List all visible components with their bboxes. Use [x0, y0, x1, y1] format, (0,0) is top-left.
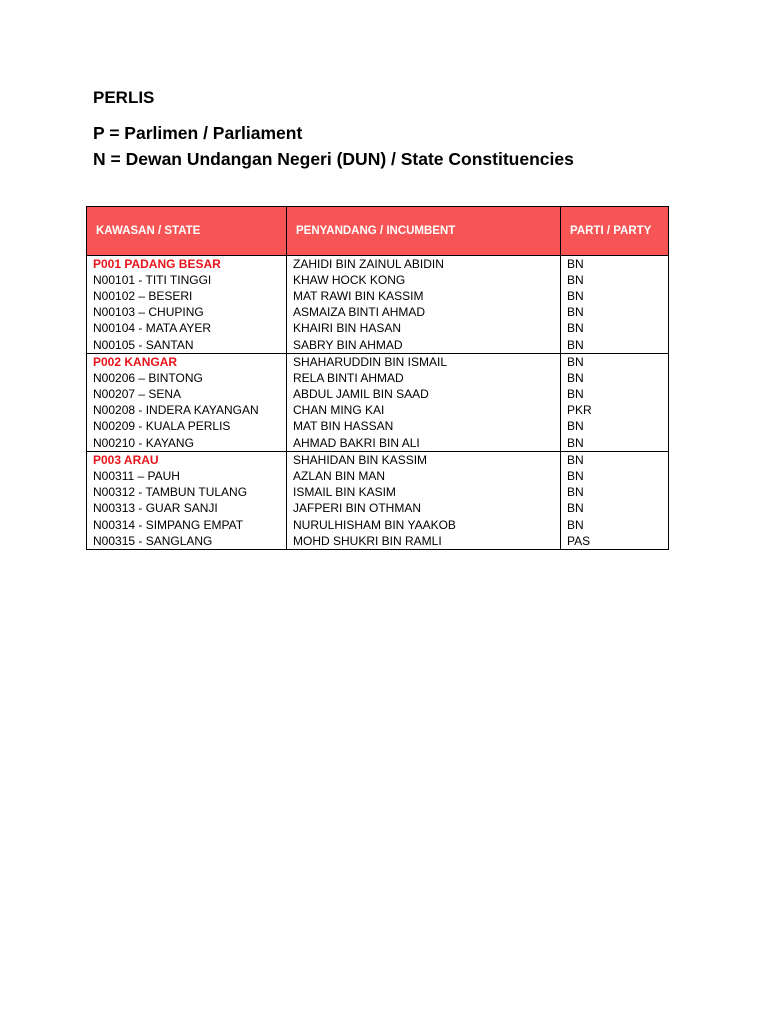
table-row: [87, 485, 669, 501]
constituency-name-cell: N00314 - SIMPANG EMPAT: [87, 517, 287, 533]
table-row: [87, 435, 669, 452]
party-cell: BN: [561, 501, 669, 517]
constituency-name-cell: N00105 - SANTAN: [87, 337, 287, 354]
constituency-table: [86, 206, 669, 550]
header-state: KAWASAN / STATE: [87, 207, 287, 256]
party-cell: BN: [561, 485, 669, 501]
table-row: [87, 517, 669, 533]
party-cell: BN: [561, 305, 669, 321]
incumbent-cell: JAFPERI BIN OTHMAN: [287, 501, 561, 517]
header-incumbent: PENYANDANG / INCUMBENT: [287, 207, 561, 256]
party-cell: BN: [561, 419, 669, 435]
incumbent-cell: SHAHIDAN BIN KASSIM: [287, 452, 561, 469]
constituency-name-cell: N00209 - KUALA PERLIS: [87, 419, 287, 435]
constituency-name-cell: N00208 - INDERA KAYANGAN: [87, 403, 287, 419]
table-row: [87, 419, 669, 435]
constituency-name-cell: N00101 - TITI TINGGI: [87, 272, 287, 288]
incumbent-cell: AZLAN BIN MAN: [287, 468, 561, 484]
incumbent-cell: KHAW HOCK KONG: [287, 272, 561, 288]
incumbent-cell: KHAIRI BIN HASAN: [287, 321, 561, 337]
party-cell: BN: [561, 370, 669, 386]
constituency-name-cell: N00311 – PAUH: [87, 468, 287, 484]
party-cell: BN: [561, 452, 669, 469]
constituency-name-cell: N00206 – BINTONG: [87, 370, 287, 386]
parliament-row: [87, 256, 669, 273]
table-row: [87, 321, 669, 337]
constituency-name-cell: N00103 – CHUPING: [87, 305, 287, 321]
table-row: [87, 403, 669, 419]
party-cell: BN: [561, 321, 669, 337]
party-cell: BN: [561, 435, 669, 452]
party-cell: BN: [561, 272, 669, 288]
parliament-name-cell: P001 PADANG BESAR: [87, 256, 287, 273]
party-cell: BN: [561, 288, 669, 304]
incumbent-cell: CHAN MING KAI: [287, 403, 561, 419]
incumbent-cell: ZAHIDI BIN ZAINUL ABIDIN: [287, 256, 561, 273]
parliament-row: [87, 354, 669, 371]
constituency-name-cell: N00102 – BESERI: [87, 288, 287, 304]
legend-state-constituencies: N = Dewan Undangan Negeri (DUN) / State Constituencies: [93, 149, 574, 169]
incumbent-cell: AHMAD BAKRI BIN ALI: [287, 435, 561, 452]
party-cell: BN: [561, 354, 669, 371]
constituency-name-cell: N00210 - KAYANG: [87, 435, 287, 452]
party-cell: PAS: [561, 533, 669, 550]
incumbent-cell: ASMAIZA BINTI AHMAD: [287, 305, 561, 321]
parliament-name-cell: P003 ARAU: [87, 452, 287, 469]
table-row: [87, 468, 669, 484]
incumbent-cell: RELA BINTI AHMAD: [287, 370, 561, 386]
incumbent-cell: SABRY BIN AHMAD: [287, 337, 561, 354]
table-row: [87, 501, 669, 517]
party-cell: BN: [561, 517, 669, 533]
party-cell: BN: [561, 468, 669, 484]
table-header-row: [87, 207, 669, 256]
table-row: [87, 288, 669, 304]
incumbent-cell: ISMAIL BIN KASIM: [287, 485, 561, 501]
party-cell: BN: [561, 337, 669, 354]
constituency-name-cell: N00207 – SENA: [87, 387, 287, 403]
table-body: [87, 256, 669, 550]
incumbent-cell: MAT BIN HASSAN: [287, 419, 561, 435]
incumbent-cell: MAT RAWI BIN KASSIM: [287, 288, 561, 304]
header-party: PARTI / PARTY: [561, 207, 669, 256]
constituency-name-cell: N00315 - SANGLANG: [87, 533, 287, 550]
incumbent-cell: ABDUL JAMIL BIN SAAD: [287, 387, 561, 403]
constituency-name-cell: N00313 - GUAR SANJI: [87, 501, 287, 517]
party-cell: BN: [561, 256, 669, 273]
party-cell: PKR: [561, 403, 669, 419]
state-title: PERLIS: [93, 88, 155, 107]
incumbent-cell: NURULHISHAM BIN YAAKOB: [287, 517, 561, 533]
parliament-row: [87, 452, 669, 469]
party-cell: BN: [561, 387, 669, 403]
constituency-name-cell: N00104 - MATA AYER: [87, 321, 287, 337]
legend-parliament: P = Parlimen / Parliament: [93, 123, 303, 143]
parliament-name-cell: P002 KANGAR: [87, 354, 287, 371]
incumbent-cell: MOHD SHUKRI BIN RAMLI: [287, 533, 561, 550]
incumbent-cell: SHAHARUDDIN BIN ISMAIL: [287, 354, 561, 371]
table-row: [87, 337, 669, 354]
table-row: [87, 305, 669, 321]
table-row: [87, 533, 669, 550]
constituency-name-cell: N00312 - TAMBUN TULANG: [87, 485, 287, 501]
table-row: [87, 370, 669, 386]
table-row: [87, 272, 669, 288]
table-row: [87, 387, 669, 403]
